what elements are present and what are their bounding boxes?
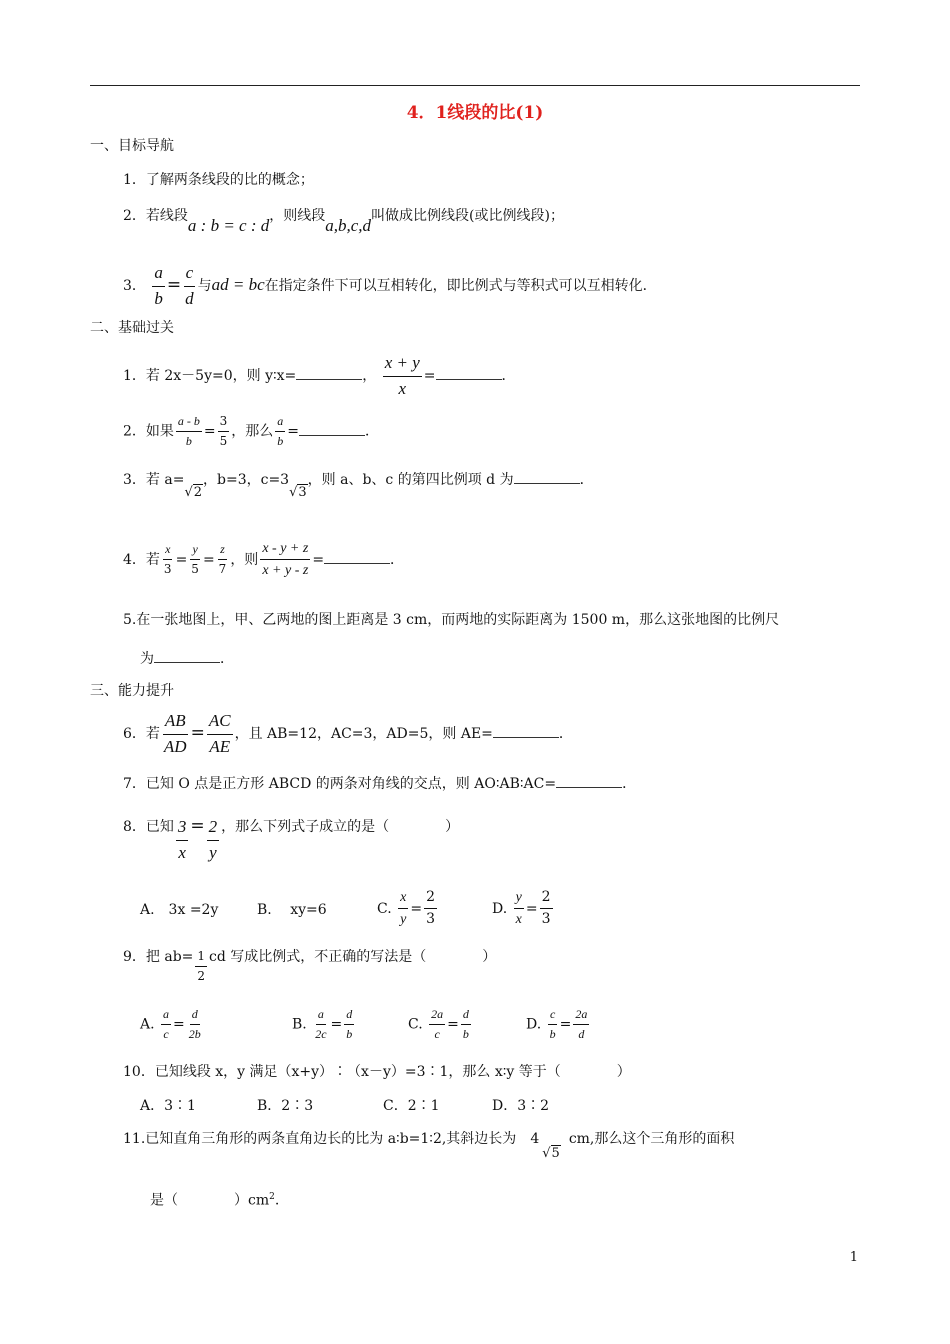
fraction: $\frac{3}{x}$ (177, 817, 187, 862)
option-c: C. $\frac{x}{y}$ = $\frac{2}{3}$ (377, 889, 435, 928)
option-c: C. $\frac{2a}{c}$ = $\frac{d}{b}$ (408, 1007, 469, 1042)
question-11: 11.已知直角三角形的两条直角边长的比为 a∶b=1∶2,其斜边长为 4√5cm,那么这个三角形的面积 (123, 1131, 735, 1161)
question-1: 1．若 2x－5y=0，则 y∶x= ， $\frac{x + y}{x}$ = ． (123, 353, 516, 398)
question-10-options (140, 1099, 740, 1117)
question-2: 2．如果 $\frac{a - b}{b}$ = $\frac{3}{5}$ ，那么 $\frac{a}{b}$ = ． (123, 414, 380, 449)
question-4: 4．若 $\frac{x}{3}$ = $\frac{y}{5}$ = $\frac{z}{7}$ ，则 $\frac{x - y + z}{x + y - z}$ = ． (123, 541, 405, 579)
fraction: $\frac{AB}{AD}$ (163, 711, 187, 756)
question-5-cont: 为 ． (140, 651, 234, 667)
fraction: $\frac{z}{7}$ (218, 542, 227, 577)
fraction: $\frac{3}{5}$ (219, 414, 228, 449)
option-a: A. 3x =2y (140, 902, 219, 918)
option-d: D. $\frac{c}{b}$ = $\frac{2a}{d}$ (526, 1007, 588, 1042)
fraction: $\frac{a}{b}$ (277, 414, 284, 449)
goal-3: 3． $\frac{a}{b}$ = $\frac{c}{d}$ 与ad = bc在指定条件下可以互相转化，即比例式与等积式可以互相转化． (123, 263, 657, 308)
question-9: 9．把 ab= $\frac{1}{2}$ cd 写成比例式，不正确的写法是（ ） (123, 949, 497, 984)
fraction: $\frac{2}{3}$ (426, 889, 435, 928)
section-heading-basics: 二、基础过关 (90, 320, 174, 336)
section-heading-advanced: 三、能力提升 (90, 683, 174, 699)
question-7: 7．已知 O 点是正方形 ABCD 的两条对角线的交点，则 AO∶AB∶AC= ． (123, 776, 637, 792)
fraction: $\frac{x}{y}$ (400, 890, 407, 928)
answer-blank (493, 725, 559, 738)
section-heading-goals: 一、目标导航 (90, 138, 174, 154)
fraction: $\frac{y}{x}$ (515, 890, 522, 928)
sqrt-symbol: √3 (289, 485, 307, 500)
fraction: $\frac{x + y}{x}$ (384, 353, 420, 398)
option-b: B．2∶3 (257, 1098, 314, 1114)
option-b: B. xy=6 (257, 902, 327, 918)
option-d: D．3∶2 (492, 1098, 550, 1114)
question-8-options (140, 888, 860, 934)
fraction: $\frac{2a}{c}$ (431, 1007, 444, 1042)
fraction: $\frac{d}{b}$ (462, 1007, 469, 1042)
answer-blank (324, 551, 390, 564)
option-d: D. $\frac{y}{x}$ = $\frac{2}{3}$ (492, 889, 551, 928)
question-10: 10．已知线段 x，y 满足（x+y）∶（x－y）=3∶1，那么 x∶y 等于（ ） (123, 1064, 631, 1080)
page-number: 1 (849, 1250, 858, 1265)
page-title: 4．1线段的比(1) (406, 103, 544, 123)
question-6: 6．若 $\frac{AB}{AD}$ = $\frac{AC}{AE}$ ，且 AB=12，AC=3，AD=5，则 AE= ． (123, 711, 573, 756)
question-8: 8．已知 $\frac{3}{x}$ = $\frac{2}{y}$ ，那么下列式子成立的是（ ） (123, 816, 460, 862)
question-5: 5.在一张地图上，甲、乙两地的图上距离是 3 cm，而两地的实际距离为 1500 m，那么这张地图的比例尺 (123, 612, 780, 628)
sqrt-symbol: √5 (542, 1146, 560, 1161)
fraction: $\frac{c}{d}$ (185, 263, 194, 308)
sqrt-symbol: √2 (184, 485, 203, 500)
answer-blank (514, 471, 580, 484)
option-a: A. $\frac{a}{c}$ = $\frac{d}{2b}$ (140, 1007, 201, 1042)
option-b: B. $\frac{a}{2c}$ = $\frac{d}{b}$ (292, 1007, 353, 1042)
question-3: 3．若 a=√2，b=3，c=3√3，则 a、b、c 的第四比例项 d 为 ． (123, 472, 594, 500)
fraction: $\frac{2a}{d}$ (575, 1007, 588, 1042)
goal-2: 2．若线段a : b = c : d，则线段a,b,c,d叫做成比例线段(或比例线段)； (123, 208, 564, 235)
answer-blank (299, 423, 365, 436)
answer-blank (154, 650, 220, 663)
goal-1: 1．了解两条线段的比的概念； (123, 172, 314, 188)
fraction: $\frac{y}{5}$ (191, 542, 199, 577)
fraction: $\frac{AC}{AE}$ (208, 711, 231, 756)
question-11-cont: 是（ ）$cm^2$. (150, 1192, 280, 1209)
fraction: $\frac{d}{b}$ (346, 1007, 353, 1042)
question-9-options (140, 1008, 860, 1048)
fraction: $\frac{d}{2b}$ (188, 1007, 201, 1042)
fraction: $\frac{x}{3}$ (163, 542, 172, 577)
fraction: $\frac{a - b}{b}$ (177, 414, 200, 449)
fraction: $\frac{2}{y}$ (208, 817, 218, 862)
fraction: $\frac{c}{b}$ (549, 1007, 556, 1042)
fraction: $\frac{2}{3}$ (541, 889, 551, 928)
header-rule (90, 85, 860, 86)
answer-blank (436, 367, 502, 380)
fraction: $\frac{1}{2}$ (197, 949, 206, 984)
fraction: $\frac{x - y + z}{x + y - z}$ (262, 541, 309, 579)
answer-blank (296, 367, 362, 380)
option-a: A．3∶1 (140, 1098, 196, 1114)
fraction: $\frac{a}{2c}$ (315, 1007, 327, 1042)
answer-blank (556, 775, 622, 788)
fraction: $\frac{a}{c}$ (163, 1007, 170, 1042)
option-c: C．2∶1 (383, 1098, 440, 1114)
fraction: $\frac{a}{b}$ (154, 263, 163, 308)
